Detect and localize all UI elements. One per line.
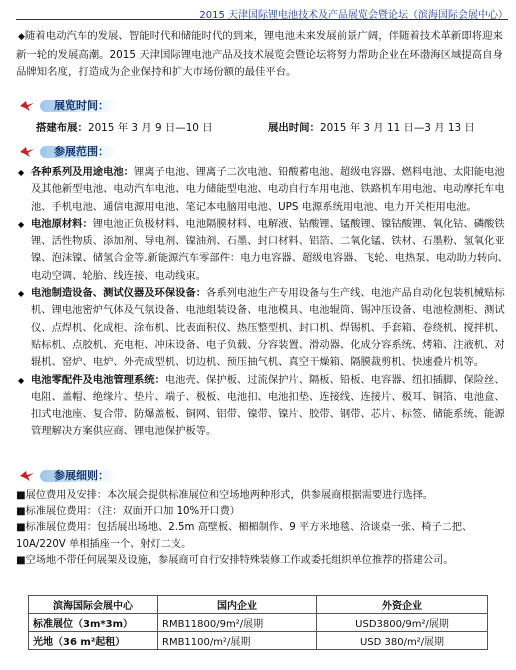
scope-item-text: 锂电池正负极材料、电池隔膜材料、电解液、钴酸锂、锰酸锂、镍钴酸锂、氧化钴、磷酸铁锂、活性物质、添加剂、导电剂、镍油剂、石墨、封口材料、铝箔、二氧化锰、铁材、石墨粉、氢氧化亚镍、泡沫镍、储氢合金等.新能源汽车零部件：电力电容器、超级电容器、飞轮、电热泵、电动助力转向、电动空调、轮胎、线连接、电动线束。 (31, 217, 508, 282)
table-header-row (29, 596, 488, 614)
scope-item (18, 216, 508, 285)
table-row (29, 632, 488, 650)
setup-label: 搭建布展： (36, 122, 88, 134)
note-line: ■标准展位费用：包括展出场地、2.5m 高壁板、楣楣制作、9 平方米地毯、洽谈桌一张、椅子二把、10A/220V 单相插座一个、射灯二支。 (16, 522, 473, 550)
table-header-cell: 国内企业 (158, 596, 317, 614)
note-line: ■空场地不带任何展架及设施，参展商可自行安排特殊装修工作或委托组织单位推荐的搭建公司。 (16, 554, 454, 566)
notes-list (16, 488, 506, 569)
section-label-scope: 参展范围： (40, 146, 117, 158)
section-label-schedule: 展览时间： (40, 100, 117, 112)
note-line: ■标准展位费用：（注：双面开口加 10%开口费） (16, 506, 240, 518)
table-cell: USD 380/m²/展期 (317, 632, 488, 650)
schedule-dates (36, 119, 506, 134)
scope-item (18, 285, 508, 371)
header-rule (16, 19, 508, 20)
section-title-schedule (20, 100, 117, 112)
setup-dates-row (36, 122, 213, 134)
show-dates: 2015 年 3 月 11 日—3 月 13 日 (319, 122, 475, 134)
scope-item-text: 电池壳、保护板、过流保护片、隔板、铅板、电容器、纽扣插脚、保险丝、电阻、盖帽、绝缘片、垫片、端子、极板、电池扣、电池扣垫、连接线、连接片、极耳、铜箔、电池盒、扣式电池座、复合带、防爆盖板、铜网、铝带、镍带、镍片、胶带、钢带、芯片、标签、储能系统、能源管理解决方案供应商、锂电池保护板等。 (31, 373, 505, 438)
table-cell: 光地（36 m²起租） (29, 632, 158, 650)
table-row (29, 614, 488, 632)
fees-table (28, 595, 488, 650)
table-cell: RMB11800/9m²/展期 (158, 614, 317, 632)
section-title-scope (20, 146, 117, 158)
bird-icon (20, 471, 34, 481)
table-header-cell: 滨海国际会展中心 (29, 596, 158, 614)
scope-item-label: 电池制造设备、测试仪器及环保设备： (31, 287, 207, 300)
setup-dates: 2015 年 3 月 9 日—10 日 (87, 122, 213, 134)
section-title-notes (20, 470, 117, 482)
diamond-bullet-icon: ◆ (18, 32, 25, 42)
table-header-cell: 外资企业 (317, 596, 488, 614)
scope-item-label: 电池零配件及电池管理系统： (31, 373, 165, 386)
table-cell: RMB1100/m²/展期 (158, 632, 317, 650)
note-line: ■展位费用及安排：本次展会提供标准展位和空场地两种形式，供参展商根据需要进行选择。 (16, 490, 434, 501)
intro-paragraph (16, 28, 504, 82)
scope-item-label: 电池原材料： (31, 217, 93, 230)
page-header: 2015 天津国际锂电池技术及产品展览会暨论坛（滨海国际会展中心） (199, 10, 508, 21)
scope-item (18, 372, 508, 441)
table-cell: USD3800/9m²/展期 (317, 614, 488, 632)
scope-item-label: 各种系列及用途电池： (31, 166, 134, 178)
scope-item (18, 164, 508, 216)
show-label: 展出时间： (268, 122, 320, 134)
scope-list (18, 164, 508, 441)
show-dates-row (268, 119, 475, 134)
scope-item-text: 锂离子电池、锂离子二次电池、铅酸蓄电池、超级电容器、燃料电池、太阳能电池及其他新型电池、电动汽车电池、电力储能型电池、电动自行车用电池、铁路机车用电池、电动摩托车电池、手机电池、通信电源用电池、笔记本电脑用电池、UPS 电源系统用电池、电力开关柜用电池。 (31, 166, 505, 213)
bird-icon (20, 147, 34, 157)
section-label-notes: 参展细则： (40, 470, 117, 482)
bird-icon (20, 101, 34, 111)
table-cell: 标准展位（3m*3m） (29, 614, 158, 632)
scope-item-text: 各系列电池生产专用设备与生产线、电池产品自动化包装机械贴标机、锂电池密炉气体及气氛设备、电池组装设备、电池模具、电池辊筒、锡冲压设备、电池检测柜、测试仪、点焊机、化成柜、涂布机、比表面积仪、热压整型机、封口机、焊锡机、手套箱、卷绕机、搅拌机、贴标机、点胶机、充电柜、冲床设备、电子负载、分容装置、滑动器、化成分容系统、烤箱、注液机、对辊机、窑炉、电炉、外壳成型机、切边机、预压抽气机、真空干燥箱、隔膜裁剪机、快速叠片机等。 (31, 287, 505, 369)
intro-text: 随着电动汽车的发展、智能时代和储能时代的到来，锂电池未来发展前景广阔，伴随着技术革新即将迎来新一轮的发展高潮。2015 天津国际锂电池产品及技术展览会暨论坛将努力帮助企业在环渤海区域提高自身品牌知名度，打造成为企业保持和扩大市场份额的最佳平台。 (16, 30, 503, 78)
